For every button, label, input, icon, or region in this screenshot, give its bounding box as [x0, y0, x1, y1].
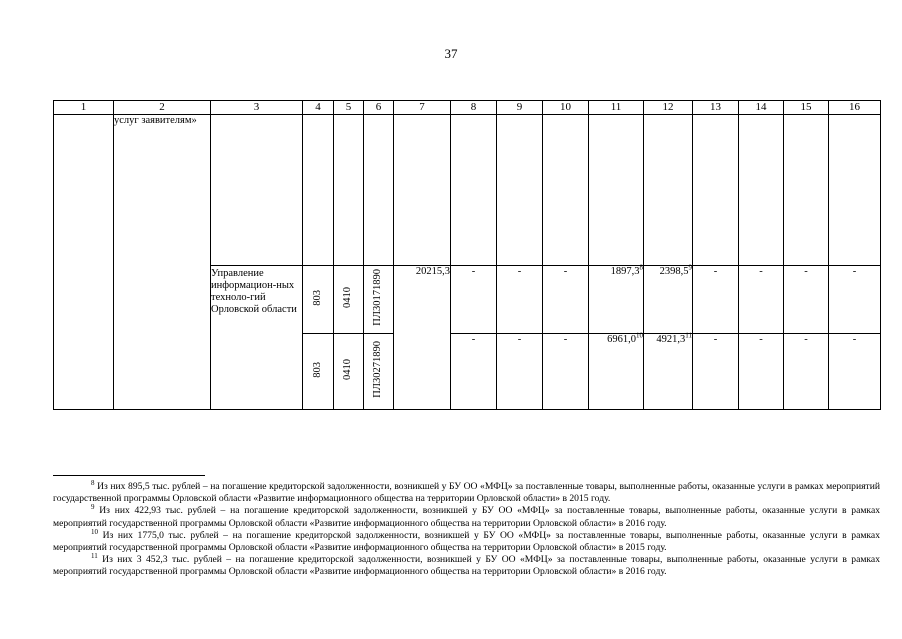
- rzpr-code: 0410: [342, 358, 354, 380]
- budget-table: [53, 100, 881, 410]
- value-cell-12: [644, 331, 693, 410]
- rzpr-cell: [334, 266, 364, 334]
- col-header-6: 6: [364, 101, 394, 115]
- cell-col7-top: [394, 115, 451, 266]
- footnote-mark: 9: [91, 503, 95, 512]
- footnote-text: Из них 895,5 тыс. рублей – на погашение кредиторской задолженности, возникшей у БУ ОО «МФЦ» за поставленные товары, выполненные работы, оказанные услуги в рамках мероприятий государственной программы Орловской области «Развитие информационного общества на территории Орловской области» в 2015 году.: [53, 481, 880, 505]
- col-header-15: 15: [784, 101, 829, 115]
- cell-col8-top: [451, 115, 497, 266]
- footnote-ref: 9: [688, 263, 692, 272]
- value-cell: -: [543, 266, 589, 334]
- col-header-4: 4: [303, 101, 334, 115]
- footnote: [53, 554, 880, 578]
- footnote: [53, 527, 880, 554]
- value-cell: -: [829, 266, 881, 334]
- col-header-7: 7: [394, 101, 451, 115]
- cell-col13-top: [693, 115, 739, 266]
- value-cell: -: [739, 334, 784, 410]
- page-number: 37: [444, 46, 458, 61]
- amount: 1897,3: [610, 266, 640, 277]
- total-cell: 20215,3: [394, 266, 451, 410]
- col-header-16: 16: [829, 101, 881, 115]
- cell-col12-top: [644, 115, 693, 266]
- col-header-1: 1: [54, 101, 114, 115]
- table-row: [54, 115, 881, 266]
- value-cell: -: [451, 334, 497, 410]
- csr-code: ПЛ30271890: [372, 341, 384, 398]
- value-cell: -: [784, 334, 829, 410]
- amount: 4921,3: [656, 334, 686, 345]
- col-header-2: 2: [114, 101, 211, 115]
- value-cell-11: [589, 331, 644, 410]
- footnotes: [53, 478, 881, 579]
- value-cell: -: [739, 266, 784, 334]
- col-header-5: 5: [334, 101, 364, 115]
- value-cell: -: [784, 266, 829, 334]
- col-header-8: 8: [451, 101, 497, 115]
- cell-col11-top: [589, 115, 644, 266]
- cell-col4-top: [303, 115, 334, 266]
- footnote-mark: 10: [91, 527, 98, 536]
- footnote-text: Из них 3 452,3 тыс. рублей – на погашение кредиторской задолженности, возникшей у БУ ОО «МФЦ» за поставленные товары, выполненные работы, оказанные услуги в рамках мероприятий государственной программы Орловской области «Развитие информационного общества на территории Орловской области» в 2016 году.: [53, 554, 880, 578]
- col-header-10: 10: [543, 101, 589, 115]
- footnote-text: Из них 1775,0 тыс. рублей – на погашение кредиторской задолженности, возникшей у БУ ОО «МФЦ» за поставленные товары, выполненные работы, оказанные услуги в рамках мероприятий государственной программы Орловской области «Развитие информационного общества на территории Орловской области» в 2015 году.: [53, 529, 880, 554]
- footnote-ref: 10: [636, 331, 643, 340]
- grbs-cell: [303, 266, 334, 334]
- amount: 6961,0: [607, 334, 636, 345]
- cell-col6-top: [364, 115, 394, 266]
- grbs-code: 803: [311, 361, 323, 378]
- footnote-divider: [53, 475, 205, 476]
- cell-col3-top: [211, 115, 303, 266]
- value-cell: -: [693, 334, 739, 410]
- value-cell: -: [829, 334, 881, 410]
- value-cell: -: [497, 266, 543, 334]
- amount: 2398,5: [659, 266, 689, 277]
- footnote: [53, 505, 880, 529]
- value-cell: -: [693, 266, 739, 334]
- csr-code: ПЛ30171890: [372, 269, 384, 326]
- footnote-ref: 8: [639, 263, 643, 272]
- col-header-11: 11: [589, 101, 644, 115]
- cell-col15-top: [784, 115, 829, 266]
- col-header-12: 12: [644, 101, 693, 115]
- footnote-mark: 8: [91, 478, 95, 487]
- footnote: [53, 478, 880, 505]
- cell-col5-top: [334, 115, 364, 266]
- grbs-code: 803: [311, 289, 323, 306]
- value-cell: -: [451, 266, 497, 334]
- col-header-14: 14: [739, 101, 784, 115]
- cell-col10-top: [543, 115, 589, 266]
- program-name-cell: услуг заявителям»: [114, 115, 211, 410]
- header-row: [54, 101, 881, 115]
- col-header-3: 3: [211, 101, 303, 115]
- cell-col14-top: [739, 115, 784, 266]
- value-cell: -: [543, 334, 589, 410]
- value-cell-12: [644, 263, 693, 334]
- footnote-mark: 11: [91, 552, 98, 561]
- csr-cell: [364, 266, 394, 334]
- value-cell-11: [589, 263, 644, 334]
- col-header-9: 9: [497, 101, 543, 115]
- cell-col9-top: [497, 115, 543, 266]
- cell-col1: [54, 115, 114, 410]
- csr-cell: [364, 334, 394, 410]
- grbs-cell: [303, 334, 334, 410]
- footnote-text: Из них 422,93 тыс. рублей – на погашение кредиторской задолженности, возникшей у БУ ОО «МФЦ» за поставленные товары, выполненные работы, оказанные услуги в рамках мероприятий государственной программы Орловской области «Развитие информационного общества на территории Орловской области» в 2016 году.: [53, 505, 881, 529]
- footnote-ref: 11: [685, 331, 692, 340]
- rzpr-cell: [334, 334, 364, 410]
- value-cell: -: [497, 334, 543, 410]
- col-header-13: 13: [693, 101, 739, 115]
- rzpr-code: 0410: [342, 286, 354, 308]
- cell-col16-top: [829, 115, 881, 266]
- executor-cell: Управление информацион-ных техноло-гий Орловской области: [211, 266, 303, 410]
